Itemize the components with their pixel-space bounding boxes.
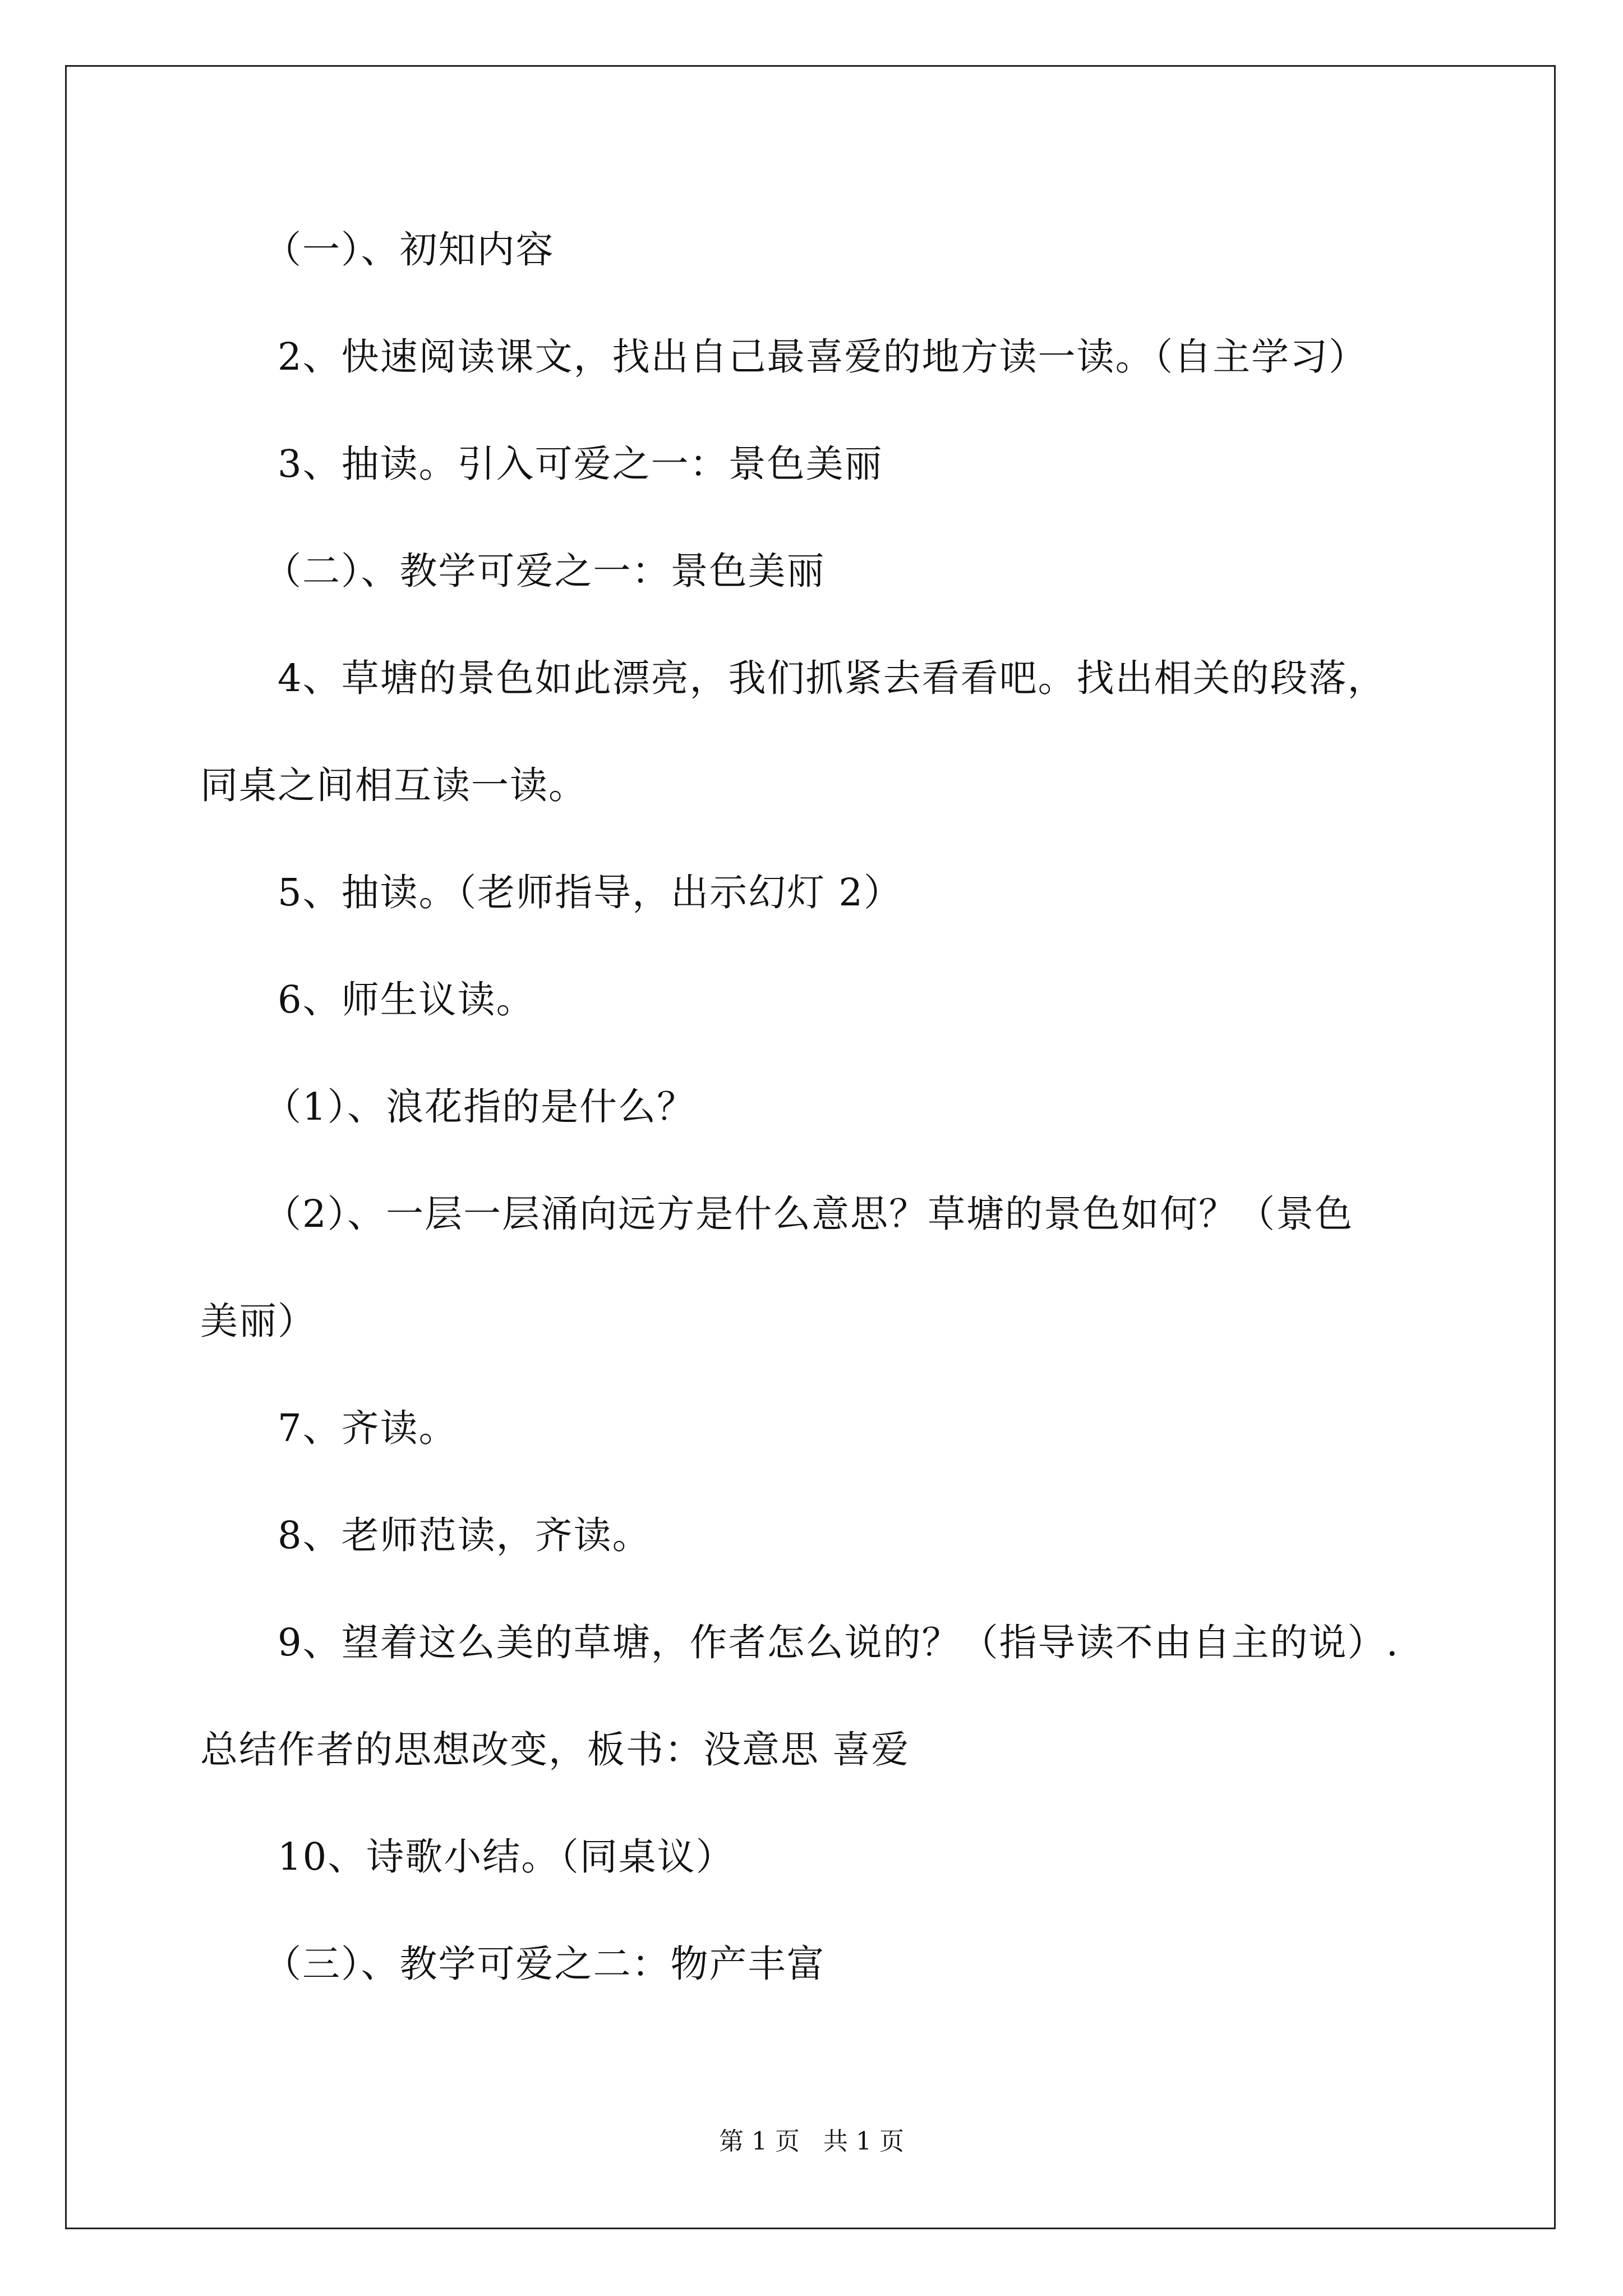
paragraph-line: 2、快速阅读课文，找出自己最喜爱的地方读一读。（自主学习） — [278, 335, 1368, 379]
page-footer: 第 1 页 共 1 页 — [719, 2127, 904, 2156]
paragraph-line: 8、老师范读，齐读。 — [278, 1513, 651, 1557]
paragraph-line-continued: 美丽） — [200, 1299, 316, 1343]
heading-section-3: （三）、教学可爱之二：物产丰富 — [264, 1942, 826, 1986]
sub-question: （1）、浪花指的是什么？ — [264, 1085, 696, 1129]
paragraph-line-continued: 总结作者的思想改变，板书：没意思 喜爱 — [200, 1728, 910, 1772]
heading-section-1: （一）、初知内容 — [264, 228, 555, 272]
heading-section-2: （二）、教学可爱之一：景色美丽 — [264, 549, 826, 593]
page-border — [65, 65, 1556, 2229]
paragraph-line-continued: 同桌之间相互读一读。 — [200, 763, 587, 807]
paragraph-line: 3、抽读。引入可爱之一：景色美丽 — [278, 442, 883, 486]
paragraph-line: 10、诗歌小结。（同桌议） — [278, 1835, 735, 1879]
sub-question: （2）、一层一层涌向远方是什么意思？草塘的景色如何？（景色 — [264, 1192, 1354, 1236]
paragraph-line: 4、草塘的景色如此漂亮，我们抓紧去看看吧。找出相关的段落， — [278, 656, 1386, 700]
paragraph-line: 5、抽读。（老师指导，出示幻灯 2） — [278, 871, 903, 914]
paragraph-line: 6、师生议读。 — [278, 978, 535, 1022]
paragraph-line: 7、齐读。 — [278, 1406, 458, 1450]
paragraph-line: 9、望着这么美的草塘，作者怎么说的？（指导读不由自主的说）. — [278, 1621, 1399, 1664]
